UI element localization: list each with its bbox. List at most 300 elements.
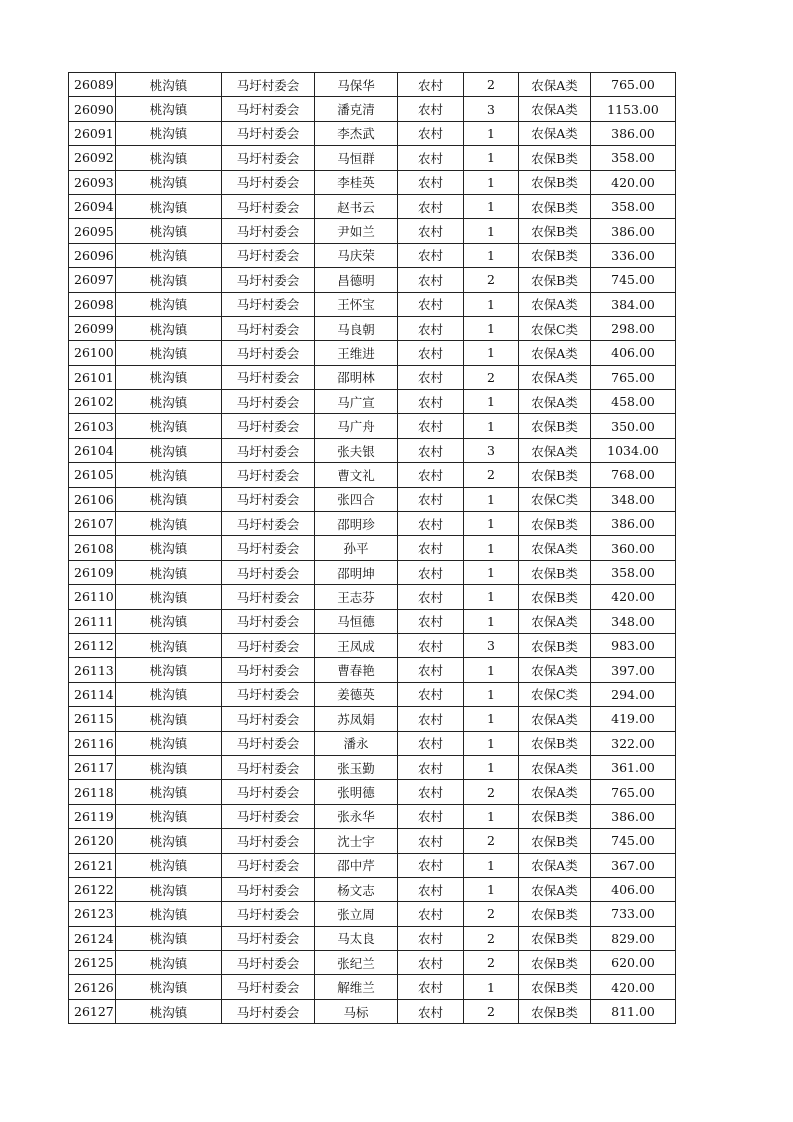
record-id-cell: 26108 (69, 536, 116, 560)
amount-cell: 348.00 (591, 487, 676, 511)
village-committee-cell: 马圩村委会 (222, 414, 315, 438)
person-name-cell: 孙平 (315, 536, 398, 560)
area-type-cell: 农村 (398, 999, 464, 1023)
township-cell: 桃沟镇 (116, 438, 222, 462)
insurance-category-cell: 农保B类 (519, 999, 591, 1023)
person-name-cell: 杨文志 (315, 877, 398, 901)
person-name-cell: 潘克清 (315, 97, 398, 121)
amount-cell: 768.00 (591, 463, 676, 487)
person-name-cell: 邵明林 (315, 365, 398, 389)
area-type-cell: 农村 (398, 341, 464, 365)
area-type-cell: 农村 (398, 829, 464, 853)
amount-cell: 1034.00 (591, 438, 676, 462)
amount-cell: 386.00 (591, 121, 676, 145)
record-id-cell: 26104 (69, 438, 116, 462)
person-name-cell: 马庆荣 (315, 243, 398, 267)
household-count-cell: 1 (464, 170, 519, 194)
township-cell: 桃沟镇 (116, 780, 222, 804)
village-committee-cell: 马圩村委会 (222, 682, 315, 706)
amount-cell: 298.00 (591, 316, 676, 340)
table-row (69, 268, 676, 292)
record-id-cell: 26106 (69, 487, 116, 511)
township-cell: 桃沟镇 (116, 146, 222, 170)
amount-cell: 336.00 (591, 243, 676, 267)
area-type-cell: 农村 (398, 268, 464, 292)
amount-cell: 386.00 (591, 219, 676, 243)
person-name-cell: 马良朝 (315, 316, 398, 340)
insurance-category-cell: 农保B类 (519, 512, 591, 536)
table-row (69, 146, 676, 170)
village-committee-cell: 马圩村委会 (222, 902, 315, 926)
township-cell: 桃沟镇 (116, 999, 222, 1023)
township-cell: 桃沟镇 (116, 731, 222, 755)
record-id-cell: 26097 (69, 268, 116, 292)
household-count-cell: 1 (464, 755, 519, 779)
village-committee-cell: 马圩村委会 (222, 243, 315, 267)
record-id-cell: 26095 (69, 219, 116, 243)
insurance-category-cell: 农保A类 (519, 853, 591, 877)
insurance-category-cell: 农保A类 (519, 707, 591, 731)
area-type-cell: 农村 (398, 316, 464, 340)
person-name-cell: 张永华 (315, 804, 398, 828)
village-committee-cell: 马圩村委会 (222, 365, 315, 389)
amount-cell: 420.00 (591, 170, 676, 194)
amount-cell: 765.00 (591, 780, 676, 804)
household-count-cell: 1 (464, 121, 519, 145)
township-cell: 桃沟镇 (116, 682, 222, 706)
person-name-cell: 沈士宇 (315, 829, 398, 853)
household-count-cell: 1 (464, 560, 519, 584)
insurance-category-cell: 农保B类 (519, 170, 591, 194)
village-committee-cell: 马圩村委会 (222, 146, 315, 170)
table-row (69, 877, 676, 901)
township-cell: 桃沟镇 (116, 853, 222, 877)
township-cell: 桃沟镇 (116, 487, 222, 511)
amount-cell: 350.00 (591, 414, 676, 438)
amount-cell: 1153.00 (591, 97, 676, 121)
record-id-cell: 26100 (69, 341, 116, 365)
township-cell: 桃沟镇 (116, 292, 222, 316)
township-cell: 桃沟镇 (116, 804, 222, 828)
table-row (69, 755, 676, 779)
person-name-cell: 李桂英 (315, 170, 398, 194)
record-id-cell: 26109 (69, 560, 116, 584)
area-type-cell: 农村 (398, 902, 464, 926)
insurance-category-cell: 农保A类 (519, 780, 591, 804)
table-row (69, 902, 676, 926)
village-committee-cell: 马圩村委会 (222, 438, 315, 462)
township-cell: 桃沟镇 (116, 390, 222, 414)
record-id-cell: 26113 (69, 658, 116, 682)
table-row (69, 414, 676, 438)
amount-cell: 420.00 (591, 585, 676, 609)
household-count-cell: 1 (464, 219, 519, 243)
table-row (69, 951, 676, 975)
household-count-cell: 2 (464, 902, 519, 926)
household-count-cell: 1 (464, 292, 519, 316)
person-name-cell: 张玉勤 (315, 755, 398, 779)
village-committee-cell: 马圩村委会 (222, 536, 315, 560)
table-row (69, 463, 676, 487)
village-committee-cell: 马圩村委会 (222, 951, 315, 975)
amount-cell: 406.00 (591, 877, 676, 901)
person-name-cell: 邵明珍 (315, 512, 398, 536)
village-committee-cell: 马圩村委会 (222, 512, 315, 536)
person-name-cell: 姜德英 (315, 682, 398, 706)
township-cell: 桃沟镇 (116, 316, 222, 340)
record-id-cell: 26090 (69, 97, 116, 121)
household-count-cell: 1 (464, 243, 519, 267)
township-cell: 桃沟镇 (116, 365, 222, 389)
area-type-cell: 农村 (398, 707, 464, 731)
amount-cell: 386.00 (591, 512, 676, 536)
table-row (69, 658, 676, 682)
table-row (69, 194, 676, 218)
area-type-cell: 农村 (398, 438, 464, 462)
township-cell: 桃沟镇 (116, 926, 222, 950)
village-committee-cell: 马圩村委会 (222, 219, 315, 243)
amount-cell: 620.00 (591, 951, 676, 975)
person-name-cell: 王凤成 (315, 633, 398, 657)
area-type-cell: 农村 (398, 463, 464, 487)
table-row (69, 999, 676, 1023)
record-id-cell: 26125 (69, 951, 116, 975)
record-id-cell: 26117 (69, 755, 116, 779)
village-committee-cell: 马圩村委会 (222, 268, 315, 292)
person-name-cell: 邵明坤 (315, 560, 398, 584)
record-id-cell: 26102 (69, 390, 116, 414)
table-row (69, 926, 676, 950)
household-count-cell: 2 (464, 951, 519, 975)
record-id-cell: 26115 (69, 707, 116, 731)
household-count-cell: 1 (464, 585, 519, 609)
table-row (69, 365, 676, 389)
amount-cell: 811.00 (591, 999, 676, 1023)
area-type-cell: 农村 (398, 390, 464, 414)
table-row (69, 560, 676, 584)
household-count-cell: 2 (464, 829, 519, 853)
person-name-cell: 马太良 (315, 926, 398, 950)
amount-cell: 420.00 (591, 975, 676, 999)
amount-cell: 386.00 (591, 804, 676, 828)
household-count-cell: 1 (464, 536, 519, 560)
amount-cell: 406.00 (591, 341, 676, 365)
insurance-category-cell: 农保A类 (519, 341, 591, 365)
insurance-category-cell: 农保B类 (519, 243, 591, 267)
record-id-cell: 26093 (69, 170, 116, 194)
table-row (69, 219, 676, 243)
household-count-cell: 1 (464, 707, 519, 731)
insurance-category-cell: 农保C类 (519, 682, 591, 706)
township-cell: 桃沟镇 (116, 658, 222, 682)
insurance-category-cell: 农保A类 (519, 121, 591, 145)
area-type-cell: 农村 (398, 975, 464, 999)
township-cell: 桃沟镇 (116, 560, 222, 584)
township-cell: 桃沟镇 (116, 633, 222, 657)
township-cell: 桃沟镇 (116, 341, 222, 365)
township-cell: 桃沟镇 (116, 902, 222, 926)
township-cell: 桃沟镇 (116, 585, 222, 609)
village-committee-cell: 马圩村委会 (222, 341, 315, 365)
amount-cell: 348.00 (591, 609, 676, 633)
village-committee-cell: 马圩村委会 (222, 121, 315, 145)
household-count-cell: 1 (464, 731, 519, 755)
amount-cell: 745.00 (591, 829, 676, 853)
area-type-cell: 农村 (398, 731, 464, 755)
person-name-cell: 张纪兰 (315, 951, 398, 975)
amount-cell: 358.00 (591, 560, 676, 584)
township-cell: 桃沟镇 (116, 536, 222, 560)
household-count-cell: 1 (464, 341, 519, 365)
record-id-cell: 26089 (69, 73, 116, 97)
village-committee-cell: 马圩村委会 (222, 194, 315, 218)
village-committee-cell: 马圩村委会 (222, 97, 315, 121)
village-committee-cell: 马圩村委会 (222, 609, 315, 633)
person-name-cell: 张夫银 (315, 438, 398, 462)
amount-cell: 397.00 (591, 658, 676, 682)
person-name-cell: 邵中芹 (315, 853, 398, 877)
record-id-cell: 26107 (69, 512, 116, 536)
record-id-cell: 26110 (69, 585, 116, 609)
household-count-cell: 1 (464, 194, 519, 218)
record-id-cell: 26103 (69, 414, 116, 438)
insurance-category-cell: 农保C类 (519, 316, 591, 340)
village-committee-cell: 马圩村委会 (222, 73, 315, 97)
record-id-cell: 26114 (69, 682, 116, 706)
record-id-cell: 26101 (69, 365, 116, 389)
table-row (69, 780, 676, 804)
insurance-category-cell: 农保A类 (519, 609, 591, 633)
township-cell: 桃沟镇 (116, 975, 222, 999)
household-count-cell: 1 (464, 146, 519, 170)
village-committee-cell: 马圩村委会 (222, 390, 315, 414)
area-type-cell: 农村 (398, 633, 464, 657)
village-committee-cell: 马圩村委会 (222, 292, 315, 316)
township-cell: 桃沟镇 (116, 951, 222, 975)
amount-cell: 358.00 (591, 194, 676, 218)
household-count-cell: 1 (464, 512, 519, 536)
insurance-category-cell: 农保B类 (519, 194, 591, 218)
village-committee-cell: 马圩村委会 (222, 560, 315, 584)
township-cell: 桃沟镇 (116, 73, 222, 97)
record-id-cell: 26094 (69, 194, 116, 218)
table-row (69, 804, 676, 828)
person-name-cell: 李杰武 (315, 121, 398, 145)
person-name-cell: 王维进 (315, 341, 398, 365)
table-row (69, 536, 676, 560)
household-count-cell: 1 (464, 682, 519, 706)
household-count-cell: 2 (464, 999, 519, 1023)
table-row (69, 316, 676, 340)
amount-cell: 360.00 (591, 536, 676, 560)
person-name-cell: 马标 (315, 999, 398, 1023)
person-name-cell: 马广舟 (315, 414, 398, 438)
township-cell: 桃沟镇 (116, 829, 222, 853)
table-row (69, 341, 676, 365)
insurance-category-cell: 农保A类 (519, 365, 591, 389)
person-name-cell: 昌德明 (315, 268, 398, 292)
household-count-cell: 2 (464, 365, 519, 389)
record-id-cell: 26120 (69, 829, 116, 853)
village-committee-cell: 马圩村委会 (222, 755, 315, 779)
area-type-cell: 农村 (398, 658, 464, 682)
township-cell: 桃沟镇 (116, 512, 222, 536)
insurance-category-cell: 农保B类 (519, 560, 591, 584)
table-row (69, 512, 676, 536)
area-type-cell: 农村 (398, 97, 464, 121)
household-count-cell: 1 (464, 414, 519, 438)
household-count-cell: 2 (464, 780, 519, 804)
village-committee-cell: 马圩村委会 (222, 877, 315, 901)
amount-cell: 384.00 (591, 292, 676, 316)
area-type-cell: 农村 (398, 804, 464, 828)
village-committee-cell: 马圩村委会 (222, 780, 315, 804)
village-committee-cell: 马圩村委会 (222, 487, 315, 511)
village-committee-cell: 马圩村委会 (222, 170, 315, 194)
insurance-category-cell: 农保B类 (519, 268, 591, 292)
village-committee-cell: 马圩村委会 (222, 975, 315, 999)
record-id-cell: 26126 (69, 975, 116, 999)
person-name-cell: 曹文礼 (315, 463, 398, 487)
insurance-category-cell: 农保A类 (519, 755, 591, 779)
person-name-cell: 王志芬 (315, 585, 398, 609)
area-type-cell: 农村 (398, 414, 464, 438)
insurance-category-cell: 农保B类 (519, 829, 591, 853)
area-type-cell: 农村 (398, 951, 464, 975)
record-id-cell: 26127 (69, 999, 116, 1023)
amount-cell: 294.00 (591, 682, 676, 706)
township-cell: 桃沟镇 (116, 755, 222, 779)
township-cell: 桃沟镇 (116, 219, 222, 243)
insurance-category-cell: 农保B类 (519, 146, 591, 170)
record-id-cell: 26105 (69, 463, 116, 487)
village-committee-cell: 马圩村委会 (222, 707, 315, 731)
person-name-cell: 苏凤娟 (315, 707, 398, 731)
record-id-cell: 26123 (69, 902, 116, 926)
table-row (69, 829, 676, 853)
record-id-cell: 26096 (69, 243, 116, 267)
record-id-cell: 26118 (69, 780, 116, 804)
amount-cell: 765.00 (591, 365, 676, 389)
person-name-cell: 马恒群 (315, 146, 398, 170)
insurance-category-cell: 农保A类 (519, 438, 591, 462)
table-row (69, 170, 676, 194)
insurance-category-cell: 农保A类 (519, 877, 591, 901)
table-row (69, 243, 676, 267)
insurance-category-cell: 农保B类 (519, 902, 591, 926)
record-id-cell: 26112 (69, 633, 116, 657)
table-row (69, 609, 676, 633)
household-count-cell: 3 (464, 97, 519, 121)
person-name-cell: 张立周 (315, 902, 398, 926)
insurance-category-cell: 农保B类 (519, 731, 591, 755)
insurance-category-cell: 农保B类 (519, 975, 591, 999)
insurance-category-cell: 农保A类 (519, 658, 591, 682)
insurance-category-cell: 农保B类 (519, 926, 591, 950)
table-row (69, 292, 676, 316)
person-name-cell: 马广宣 (315, 390, 398, 414)
household-count-cell: 2 (464, 73, 519, 97)
area-type-cell: 农村 (398, 877, 464, 901)
amount-cell: 361.00 (591, 755, 676, 779)
table-row (69, 97, 676, 121)
area-type-cell: 农村 (398, 194, 464, 218)
area-type-cell: 农村 (398, 243, 464, 267)
township-cell: 桃沟镇 (116, 877, 222, 901)
person-name-cell: 王怀宝 (315, 292, 398, 316)
person-name-cell: 赵书云 (315, 194, 398, 218)
area-type-cell: 农村 (398, 755, 464, 779)
area-type-cell: 农村 (398, 560, 464, 584)
table-row (69, 585, 676, 609)
table-row (69, 707, 676, 731)
amount-cell: 765.00 (591, 73, 676, 97)
township-cell: 桃沟镇 (116, 170, 222, 194)
insurance-category-cell: 农保B类 (519, 585, 591, 609)
household-count-cell: 1 (464, 804, 519, 828)
household-count-cell: 1 (464, 390, 519, 414)
amount-cell: 829.00 (591, 926, 676, 950)
record-id-cell: 26121 (69, 853, 116, 877)
area-type-cell: 农村 (398, 585, 464, 609)
household-count-cell: 2 (464, 926, 519, 950)
table-row (69, 682, 676, 706)
record-id-cell: 26116 (69, 731, 116, 755)
table-row (69, 633, 676, 657)
area-type-cell: 农村 (398, 853, 464, 877)
record-id-cell: 26111 (69, 609, 116, 633)
person-name-cell: 马恒德 (315, 609, 398, 633)
table-row (69, 438, 676, 462)
area-type-cell: 农村 (398, 487, 464, 511)
insurance-category-cell: 农保C类 (519, 487, 591, 511)
village-committee-cell: 马圩村委会 (222, 829, 315, 853)
household-count-cell: 1 (464, 975, 519, 999)
insurance-category-cell: 农保A类 (519, 73, 591, 97)
township-cell: 桃沟镇 (116, 121, 222, 145)
household-count-cell: 1 (464, 487, 519, 511)
village-committee-cell: 马圩村委会 (222, 316, 315, 340)
amount-cell: 458.00 (591, 390, 676, 414)
township-cell: 桃沟镇 (116, 414, 222, 438)
person-name-cell: 张四合 (315, 487, 398, 511)
area-type-cell: 农村 (398, 536, 464, 560)
person-name-cell: 尹如兰 (315, 219, 398, 243)
household-count-cell: 3 (464, 633, 519, 657)
person-name-cell: 曹春艳 (315, 658, 398, 682)
amount-cell: 367.00 (591, 853, 676, 877)
table-row (69, 975, 676, 999)
person-name-cell: 马保华 (315, 73, 398, 97)
household-count-cell: 2 (464, 268, 519, 292)
area-type-cell: 农村 (398, 682, 464, 706)
area-type-cell: 农村 (398, 146, 464, 170)
record-id-cell: 26092 (69, 146, 116, 170)
amount-cell: 322.00 (591, 731, 676, 755)
area-type-cell: 农村 (398, 170, 464, 194)
insurance-category-cell: 农保B类 (519, 463, 591, 487)
village-committee-cell: 马圩村委会 (222, 804, 315, 828)
record-id-cell: 26119 (69, 804, 116, 828)
insurance-category-cell: 农保A类 (519, 97, 591, 121)
area-type-cell: 农村 (398, 219, 464, 243)
household-count-cell: 1 (464, 877, 519, 901)
insurance-category-cell: 农保B类 (519, 219, 591, 243)
township-cell: 桃沟镇 (116, 194, 222, 218)
area-type-cell: 农村 (398, 926, 464, 950)
township-cell: 桃沟镇 (116, 707, 222, 731)
village-committee-cell: 马圩村委会 (222, 658, 315, 682)
